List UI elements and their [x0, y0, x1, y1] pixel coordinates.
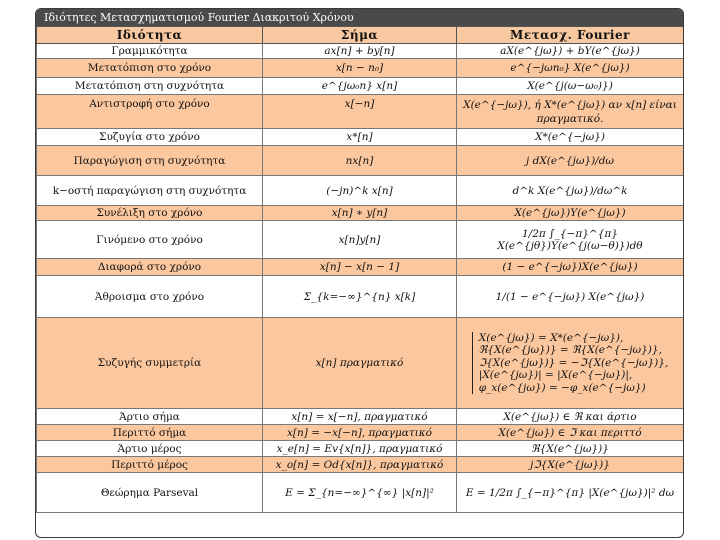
transform-cell: jℑ{X(e^{jω})} — [457, 457, 684, 473]
transform-cell: e^{−jωn₀} X(e^{jω}) — [457, 59, 684, 78]
table-row — [37, 457, 684, 473]
transform-cell: j dX(e^{jω})/dω — [457, 146, 684, 176]
transform-cell: X(e^{−jω}), ή X*(e^{jω}) αν x[n] είναι πραγματικό. — [457, 95, 684, 129]
transform-cell: d^k X(e^{jω})/dω^k — [457, 176, 684, 206]
property-cell: Μετατόπιση στο χρόνο — [37, 59, 263, 78]
signal-cell: x[n] πραγματικό — [263, 318, 457, 409]
property-cell: Συνέλιξη στο χρόνο — [37, 206, 263, 221]
signal-cell: x_e[n] = Ev{x[n]}, πραγματικό — [263, 441, 457, 457]
column-header-transform: Μετασχ. Fourier — [457, 27, 684, 44]
signal-cell: x[n]y[n] — [263, 221, 457, 259]
table-row — [37, 473, 684, 513]
property-cell: Γραμμικότητα — [37, 44, 263, 59]
table-title: Ιδιότητες Μετασχηματισμού Fourier Διακριτού Χρόνου — [36, 9, 683, 26]
property-cell: Άρτιο σήμα — [37, 409, 263, 425]
transform-cell: aX(e^{jω}) + bY(e^{jω}) — [457, 44, 684, 59]
column-header-property: Ιδιότητα — [37, 27, 263, 44]
transform-cell: X(e^{jω}) ∈ ℜ και άρτιο — [457, 409, 684, 425]
property-cell: Άρτιο μέρος — [37, 441, 263, 457]
table-row — [37, 409, 684, 425]
property-cell: Συζυγής συμμετρία — [37, 318, 263, 409]
transform-cell: ℜ{X(e^{jω})} — [457, 441, 684, 457]
signal-cell: Σ_{k=−∞}^{n} x[k] — [263, 276, 457, 318]
symmetry-line: ℑ{X(e^{jω})} = −ℑ{X(e^{−jω})}, — [478, 356, 669, 369]
table-row — [37, 146, 684, 176]
table-row — [37, 441, 684, 457]
property-cell: Άθροισμα στο χρόνο — [37, 276, 263, 318]
symmetry-line: ℜ{X(e^{jω})} = ℜ{X(e^{−jω})}, — [478, 344, 662, 357]
transform-cell: X(e^{jω})Y(e^{jω}) — [457, 206, 684, 221]
property-cell: Συζυγία στο χρόνο — [37, 129, 263, 146]
property-cell: Περιττό σήμα — [37, 425, 263, 441]
property-cell: k−οστή παραγώγιση στη συχνότητα — [37, 176, 263, 206]
signal-cell: x[n − n₀] — [263, 59, 457, 78]
properties-table-frame — [35, 8, 684, 538]
table-row — [37, 59, 684, 78]
signal-cell: x*[n] — [263, 129, 457, 146]
symmetry-line: |X(e^{jω})| = |X(e^{−jω})|, — [478, 369, 633, 382]
signal-cell: x[−n] — [263, 95, 457, 129]
table-row — [37, 78, 684, 95]
property-cell: Αντιστροφή στο χρόνο — [37, 95, 263, 129]
property-cell: Θεώρημα Parseval — [37, 473, 263, 513]
signal-cell: x[n] − x[n − 1] — [263, 259, 457, 276]
table-row — [37, 276, 684, 318]
property-cell: Μετατόπιση στη συχνότητα — [37, 78, 263, 95]
table-row — [37, 318, 684, 409]
table-row — [37, 259, 684, 276]
transform-cell: X*(e^{−jω}) — [457, 129, 684, 146]
symmetry-line: X(e^{jω}) = X*(e^{−jω}), — [478, 331, 624, 344]
header-row — [37, 27, 684, 44]
symmetry-relations — [472, 332, 669, 395]
signal-cell: x_o[n] = Od{x[n]}, πραγματικό — [263, 457, 457, 473]
signal-cell: E = Σ_{n=−∞}^{∞} |x[n]|² — [263, 473, 457, 513]
table-row — [37, 425, 684, 441]
transform-cell: E = 1/2π ∫_{−π}^{π} |X(e^{jω})|² dω — [457, 473, 684, 513]
signal-cell: x[n] ∗ y[n] — [263, 206, 457, 221]
dtft-properties-table — [36, 26, 684, 513]
property-cell: Γινόμενο στο χρόνο — [37, 221, 263, 259]
transform-cell: X(e^{jω}) ∈ ℑ και περιττό — [457, 425, 684, 441]
table-row — [37, 95, 684, 129]
table-row — [37, 129, 684, 146]
property-cell: Παραγώγιση στη συχνότητα — [37, 146, 263, 176]
property-cell: Διαφορά στο χρόνο — [37, 259, 263, 276]
signal-cell: x[n] = x[−n], πραγματικό — [263, 409, 457, 425]
transform-cell: X(e^{j(ω−ω₀)}) — [457, 78, 684, 95]
table-row — [37, 44, 684, 59]
column-header-signal: Σήμα — [263, 27, 457, 44]
property-cell: Περιττό μέρος — [37, 457, 263, 473]
transform-cell: 1/2π ∫_{−π}^{π} X(e^{jθ})Y(e^{j(ω−θ)})dθ — [457, 221, 684, 259]
transform-cell: (1 − e^{−jω})X(e^{jω}) — [457, 259, 684, 276]
signal-cell: x[n] = −x[−n], πραγματικό — [263, 425, 457, 441]
signal-cell: ax[n] + by[n] — [263, 44, 457, 59]
table-row — [37, 176, 684, 206]
signal-cell: e^{jω₀n} x[n] — [263, 78, 457, 95]
signal-cell: nx[n] — [263, 146, 457, 176]
table-row — [37, 221, 684, 259]
signal-cell: (−jn)^k x[n] — [263, 176, 457, 206]
symmetry-line: φ_x(e^{jω}) = −φ_x(e^{−jω}) — [478, 381, 646, 394]
table-row — [37, 206, 684, 221]
transform-cell — [457, 318, 684, 409]
transform-cell: 1/(1 − e^{−jω}) X(e^{jω}) — [457, 276, 684, 318]
